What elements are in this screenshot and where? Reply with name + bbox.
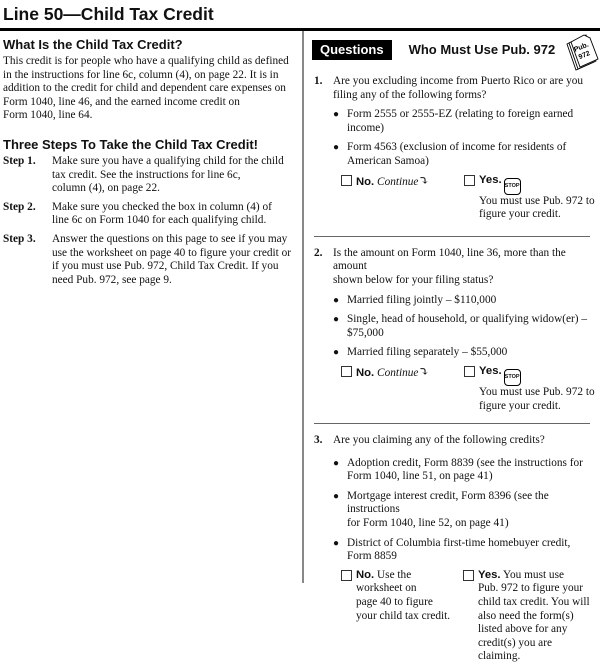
bullet-icon: ● [333,457,340,469]
bullet-icon: ● [333,142,340,154]
text-line: Mortgage interest credit, Form 8396 (see the instructions [347,489,549,516]
no-label: No. [356,366,375,379]
stop-sign-icon: STOP [504,369,521,386]
continue-label: Continue [377,366,419,379]
text-line: Make sure you checked the box in column (4) of [52,200,272,213]
text-line: in the instructions for line 6c, column (4), on page 22. It is in [3,68,279,81]
answer-row [341,365,596,413]
text-line: Answer the questions on this page to see if you may [52,232,288,245]
text-line: shown below for your filing status? [333,273,494,286]
no-label: No. [356,175,375,188]
text-line: need Pub. 972, see page 9. [52,273,172,286]
step-1 [3,155,295,196]
text-line: if you must use Pub. 972, Child Tax Credit. If you [52,260,279,273]
text-line: You must use Pub. 972 to [479,385,595,398]
text-line: tax credit. See the instructions for line 6c, [52,168,241,181]
bullet-item [333,313,596,340]
continue-label: Continue [377,175,419,188]
yes-option[interactable] [463,569,596,664]
answer-row [341,174,596,222]
right-column [314,38,596,664]
no-checkbox[interactable] [341,175,352,186]
pub-icon-number: 972 [577,50,592,62]
bullet-icon: ● [333,537,340,549]
bullet-item [333,457,596,484]
title-rule [0,28,600,31]
text-line: use the worksheet on page 40 to figure your credit or [52,246,292,259]
bullet-item [333,346,596,360]
text-line: figure your credit. [479,208,561,221]
text-line: Married filing jointly – $110,000 [347,293,497,306]
question-number: 1. [314,75,323,87]
answer-row [341,569,596,664]
text-line: Use the [374,568,412,581]
text-line: for Form 1040, line 52, on page 41) [347,517,509,530]
continue-arrow-icon: ⤵ [418,172,430,188]
text-line: Make sure you have a qualifying child for the child [52,154,284,167]
bullet-icon: ● [333,294,340,306]
yes-checkbox[interactable] [464,175,475,186]
text-line: worksheet on [356,582,417,595]
text-line: Are you excluding income from Puerto Rico or are you [333,75,584,87]
text-line: Is the amount on Form 1040, line 36, more than the amount [333,246,566,273]
text-line: Married filing separately – $55,000 [347,346,508,359]
text-line: your child tax credit. [356,609,451,622]
text-line: Form 1040, line 64. [3,109,93,122]
bullet-item [333,108,596,135]
text-line: filing any of the following forms? [333,88,487,101]
heading-what-is: What Is the Child Tax Credit? [3,37,183,52]
yes-label: Yes. [477,568,501,581]
text-line: credit(s) you are claiming. [477,636,552,663]
step-3 [3,233,295,287]
text-line: This credit is for people who have a qualifying child as defined [3,55,289,67]
text-line: American Samoa) [347,154,429,167]
continue-arrow-icon: ⤵ [418,363,430,379]
no-option[interactable] [341,569,463,664]
yes-checkbox[interactable] [464,366,475,377]
text-line: column (4), on page 22. [52,182,160,195]
document-stack-icon [564,32,600,74]
bullet-icon: ● [333,347,340,359]
text-line: also need the form(s) [477,609,574,622]
step-label: Step 1. [3,154,36,167]
yes-option[interactable] [464,365,595,413]
text-line: Form 1040, line 51, on page 41) [347,470,493,483]
yes-label: Yes. [479,364,502,377]
text-line: child tax credit. You will [477,596,590,609]
question-number: 3. [314,434,323,447]
step-label: Step 2. [3,200,36,213]
bullet-item [333,141,596,168]
text-line: listed above for any [477,623,568,636]
no-option[interactable] [341,365,464,413]
questions-title: Who Must Use Pub. 972 [408,42,556,58]
bullet-item [333,537,596,564]
no-option[interactable] [341,174,464,222]
text-line: figure your credit. [479,399,561,412]
bullet-item [333,490,596,531]
step-label: Step 3. [3,232,36,245]
yes-checkbox[interactable] [463,570,474,581]
left-column [3,37,295,292]
text-line: District of Columbia first-time homebuyer credit, [347,536,571,549]
text-line: Form 8859 [347,550,397,563]
yes-label: Yes. [479,173,502,186]
yes-option[interactable] [464,174,595,222]
bullet-icon: ● [333,314,340,326]
stop-sign-icon: STOP [504,178,521,195]
question-separator [314,423,590,424]
text-line: You must use [500,568,564,581]
column-divider [302,31,304,583]
bullet-icon: ● [333,490,340,502]
questions-label: Questions [312,40,392,60]
heading-three-steps: Three Steps To Take the Child Tax Credit! [3,136,258,152]
text-line: Form 1040, line 46, and the earned income credit on [3,95,240,108]
bullet-icon: ● [333,109,340,121]
page-title: Line 50—Child Tax Credit [3,4,214,24]
no-label: No. [356,568,375,581]
no-checkbox[interactable] [341,570,352,581]
text-line: addition to the credit for child and dependent care expenses on [3,82,286,95]
step-2 [3,201,295,228]
text-line: line 6c on Form 1040 for each qualifying child. [52,214,267,227]
text-line: Form 4563 (exclusion of income for residents of [347,141,567,154]
question-1 [314,75,596,102]
text-line: Form 2555 or 2555-EZ (relating to foreign earned [347,108,574,121]
text-line: Pub. 972 to figure your [477,582,584,595]
text-line: Adoption credit, Form 8839 (see the instructions for [347,456,583,469]
text-line: Are you claiming any of the following credits? [333,434,545,447]
pub-icon-text: Pub. [573,41,590,54]
no-checkbox[interactable] [341,366,352,377]
bullet-item [333,294,596,308]
question-2 [314,247,596,288]
text-line: $75,000 [347,326,384,339]
text-line: You must use Pub. 972 to [479,194,595,207]
intro-paragraph [3,55,295,123]
text-line: Single, head of household, or qualifying widow(er) – [347,313,588,326]
question-separator [314,236,590,237]
questions-header [314,38,596,62]
text-line: page 40 to figure [356,596,433,609]
text-line: income) [347,121,385,134]
question-3 [314,434,596,448]
question-number: 2. [314,246,323,259]
